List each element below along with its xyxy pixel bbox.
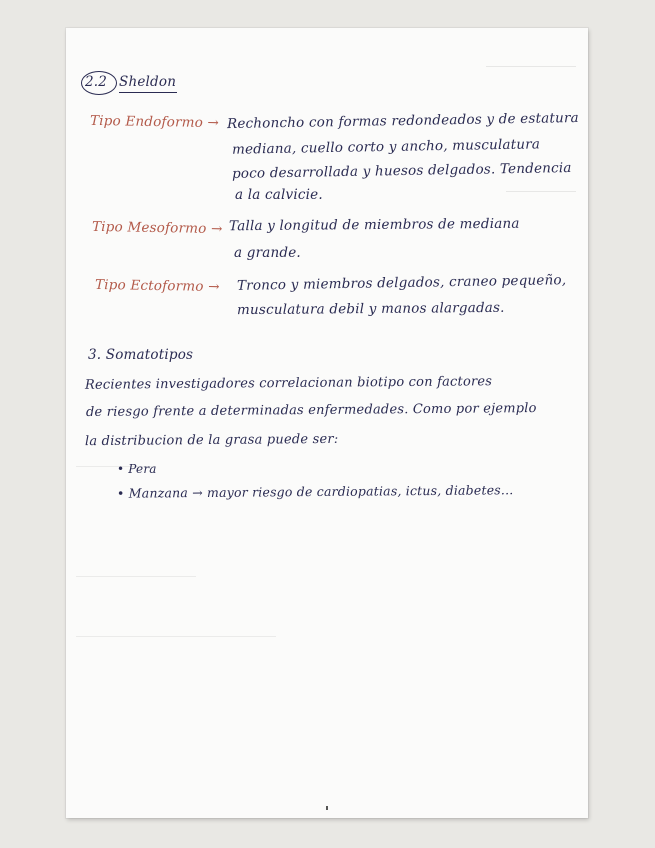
section-3-paragraph-line-1: Recientes investigadores correlacionan biotipo con factores [84, 374, 493, 393]
section-title: Sheldon [119, 74, 177, 90]
type-mesoformo-line-2: a grande. [234, 245, 301, 261]
page-edge-mark [326, 806, 328, 810]
section-3-paragraph-line-3: la distribucion de la grasa puede ser: [84, 431, 339, 450]
type-endoformo-line-1: Rechoncho con formas redondeados y de estatura [226, 109, 579, 133]
type-endoformo-line-4: a la calvicie. [235, 187, 323, 203]
type-ectoformo-line-1: Tronco y miembros delgados, craneo pequeño, [236, 272, 567, 294]
type-endoformo-label: Tipo Endoformo → [89, 112, 220, 132]
bleed-through-mark [76, 568, 196, 577]
section-number: 2.2 [85, 74, 108, 90]
bullet-pera: • Pera [117, 462, 157, 476]
bullet-manzana: • Manzana → mayor riesgo de cardiopatias, ictus, diabetes... [116, 482, 514, 501]
section-3-title: 3. Somatotipos [88, 347, 194, 363]
bleed-through-mark [506, 183, 576, 192]
section-3-paragraph-line-2: de riesgo frente a determinadas enfermedades. Como por ejemplo [85, 401, 537, 420]
section-title-underline [119, 92, 177, 93]
bleed-through-mark [486, 58, 576, 67]
type-ectoformo-line-2: musculatura debil y manos alargadas. [236, 299, 505, 319]
bleed-through-mark [76, 628, 276, 637]
type-mesoformo-label: Tipo Mesoformo → [91, 218, 223, 238]
type-ectoformo-label: Tipo Ectoformo → [94, 276, 220, 296]
type-mesoformo-line-1: Talla y longitud de miembros de mediana [228, 215, 520, 235]
type-endoformo-line-3: poco desarrollada y huesos delgados. Tendencia [231, 160, 572, 182]
type-endoformo-line-2: mediana, cuello corto y ancho, musculatura [231, 136, 541, 158]
